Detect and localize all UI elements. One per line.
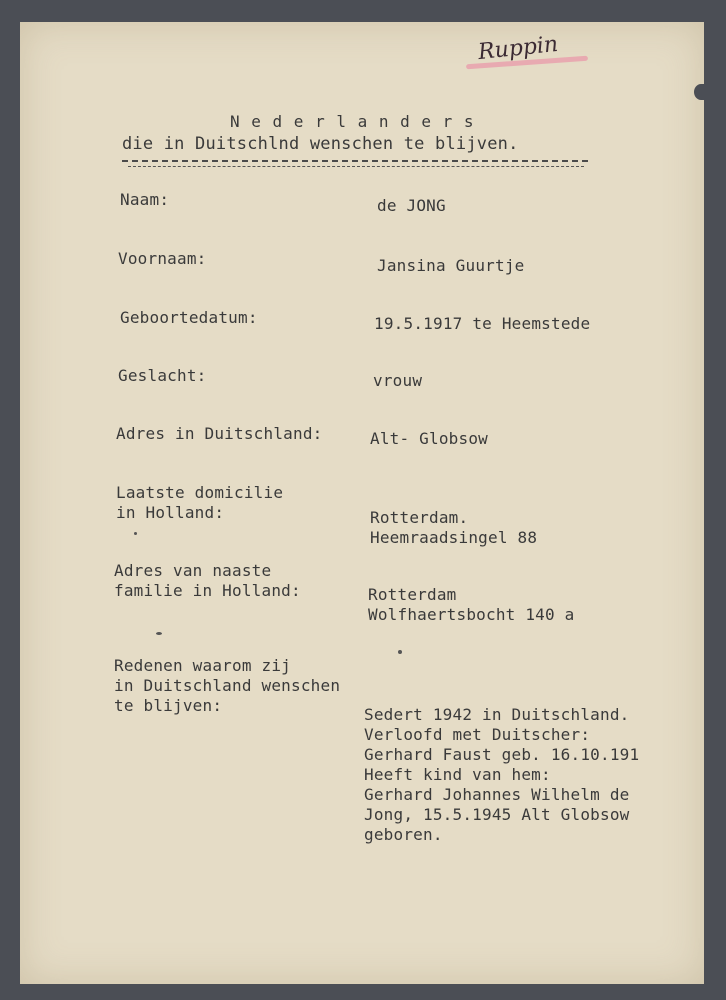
field-label-naam: Naam: — [120, 190, 170, 209]
heading-underline-second — [128, 166, 584, 167]
field-value-geboortedatum: 19.5.1917 te Heemstede — [374, 314, 591, 333]
ink-speck — [134, 532, 137, 535]
handwritten-annotation: Ruppin — [476, 31, 560, 66]
ink-speck — [398, 650, 402, 654]
field-value-voornaam: Jansina Guurtje — [377, 256, 525, 275]
field-label-geslacht: Geslacht: — [118, 366, 207, 385]
field-value-adres-duitschland: Alt- Globsow — [370, 429, 488, 448]
field-value-geslacht: vrouw — [373, 371, 423, 390]
field-value-redenen: Sedert 1942 in Duitschland. Verloofd met Duitscher: Gerhard Faust geb. 16.10.191 Heeft kind van hem: Gerhard Johannes Wilhelm de Jong, 15.5.1945 Alt Globsow geboren. — [364, 705, 640, 844]
ink-speck — [156, 632, 162, 635]
field-label-voornaam: Voornaam: — [118, 249, 207, 268]
heading-subtitle: die in Duitschlnd wenschen te blijven. — [122, 134, 519, 154]
heading-underline — [122, 160, 588, 162]
heading-title: N e d e r l a n d e r s — [230, 112, 475, 131]
field-value-laatste-domicilie: Rotterdam. Heemraadsingel 88 — [370, 508, 538, 547]
field-value-naam: de JONG — [377, 196, 446, 215]
field-value-adres-familie: Rotterdam Wolfhaertsbocht 140 a — [368, 585, 575, 624]
field-label-adres-familie: Adres van naaste familie in Holland: — [114, 561, 301, 600]
field-label-laatste-domicilie: Laatste domicilie in Holland: — [116, 483, 284, 522]
page-edge-tear — [694, 84, 708, 100]
field-label-geboortedatum: Geboortedatum: — [120, 308, 258, 327]
field-label-redenen: Redenen waarom zij in Duitschland wenschen te blijven: — [114, 656, 341, 715]
field-label-adres-duitschland: Adres in Duitschland: — [116, 424, 323, 443]
